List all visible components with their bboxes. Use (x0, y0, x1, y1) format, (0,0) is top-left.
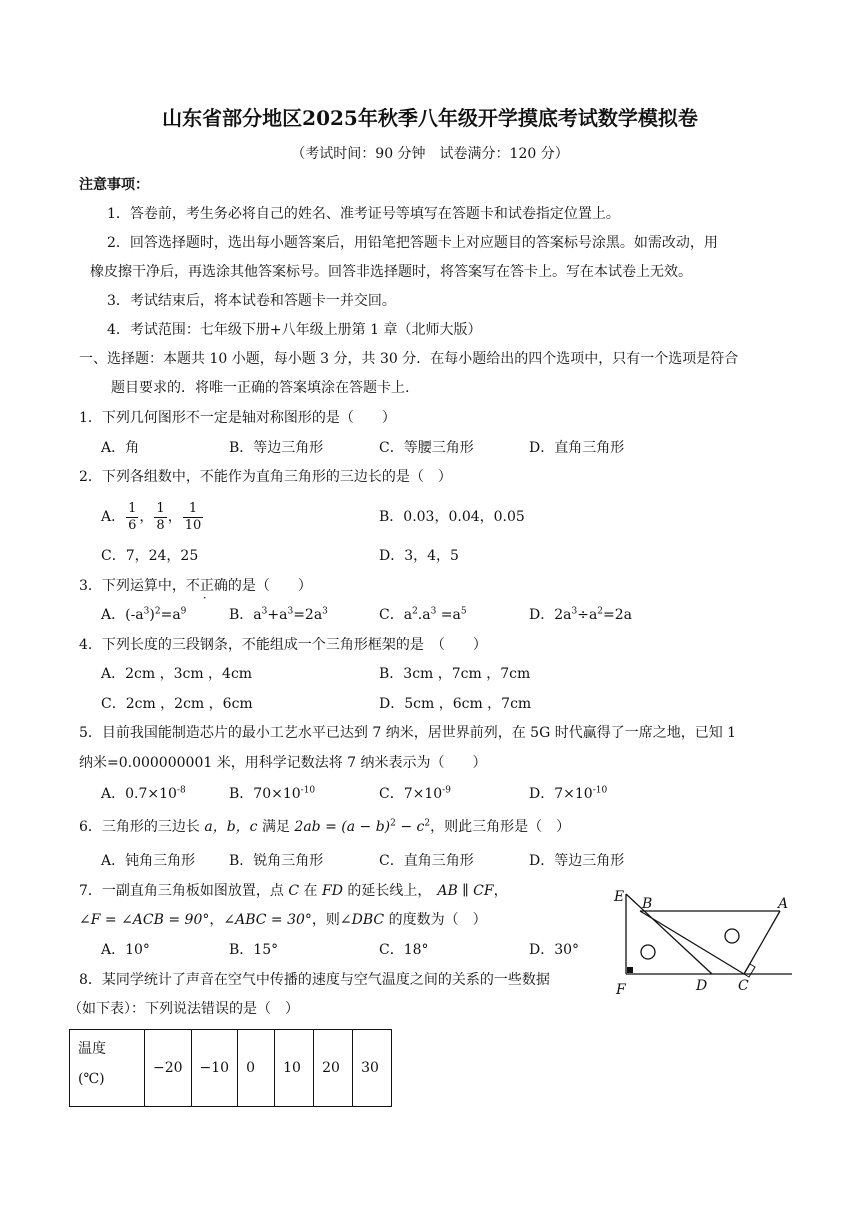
header-label: 温度 (78, 1041, 106, 1057)
q5-option-c (379, 784, 451, 804)
q1-option-a: A．角 (101, 440, 140, 456)
q2-option-a-label: A． (101, 509, 126, 525)
exponent: -10 (300, 785, 316, 796)
expr: .a (417, 607, 431, 623)
set-square-figure (604, 884, 800, 1004)
exam-subtitle: （考试时间：90 分钟 试卷满分：120 分） (291, 146, 569, 162)
angle-expr: ∠F = ∠ACB = 90° (79, 912, 210, 928)
expr: A．0.7×10 (101, 786, 177, 802)
page-title: 山东省部分地区2025年秋季八年级开学摸底考试数学模拟卷 (162, 106, 698, 130)
table-cell: 0 (238, 1030, 275, 1107)
section-1-heading-cont: 题目要求的．将唯一正确的答案填涂在答题卡上. (111, 380, 410, 396)
stem-text: 6．三角形的三边长 (79, 819, 205, 835)
variables: a，b，c (204, 819, 258, 835)
exponent: 3 (430, 606, 437, 617)
expr: ÷a (577, 607, 598, 623)
expr: C．a (379, 607, 413, 623)
table-cell: 10 (275, 1030, 314, 1107)
notice-item-3: 3．考试结束后，将本试卷和答题卡一并交回。 (107, 293, 396, 309)
exponent: 3 (322, 606, 328, 617)
q1-option-d: D．直角三角形 (529, 440, 625, 456)
question-4-stem: 4．下列长度的三段钢条，不能组成一个三角形框架的是 （ ） (79, 637, 487, 653)
fraction-denominator: 6 (128, 517, 137, 533)
exponent: 3 (143, 606, 150, 617)
expr: ) (149, 607, 155, 623)
exponent: -8 (176, 785, 186, 796)
label-a: A (778, 896, 789, 912)
q6-option-c: C．直角三角形 (379, 853, 474, 869)
exponent: 2 (154, 606, 161, 617)
point-label: C (288, 883, 300, 899)
q1-option-c: C．等腰三角形 (379, 440, 474, 456)
stem-text: 7．一副直角三角板如图放置，点 (79, 883, 289, 899)
separator: ， (167, 509, 182, 525)
header-unit: (℃) (78, 1071, 105, 1087)
stem-text: 满足 (257, 819, 295, 835)
stem-text: 的是（ ） (227, 578, 312, 594)
q3-option-c (379, 605, 467, 625)
fraction-denominator: 10 (184, 517, 202, 533)
expr: C．7×10 (379, 786, 443, 802)
exponent: 2 (597, 606, 604, 617)
notice-heading: 注意事项： (79, 177, 149, 193)
exponent: -10 (592, 785, 608, 796)
q7-option-b: B．15° (229, 942, 279, 958)
segment-ed (626, 894, 712, 974)
question-3-stem (79, 576, 312, 596)
label-d: D (696, 978, 708, 994)
segment-label: FD (321, 883, 343, 899)
fraction (183, 501, 204, 534)
angle-expr: ∠DBC (339, 912, 385, 928)
notice-item-2: 2．回答选择题时，选出每小题答案后，用铅笔把答题卡上对应题目的答案标号涂黑。如需改动，用 (107, 235, 718, 251)
stem-text: 的度数为（ ） (384, 912, 487, 928)
stem-text: 3．下列运算中， (79, 578, 186, 594)
q7-option-a: A．10° (101, 942, 150, 958)
stem-text: ， (209, 912, 224, 928)
q5-option-d (529, 784, 607, 804)
q2-option-a (101, 497, 204, 537)
expr: B．70×10 (229, 786, 301, 802)
exponent: 9 (180, 606, 187, 617)
expr: D．2a (529, 607, 572, 623)
label-f: F (616, 982, 626, 998)
q6-option-a: A．钝角三角形 (101, 853, 196, 869)
exponent: 3 (261, 606, 268, 617)
angle-expr: ∠ABC = 30° (223, 912, 312, 928)
expr: B．a (229, 607, 262, 623)
expr: =2a (293, 607, 323, 623)
question-5-stem-cont: 纳米=0.000000001 米，用科学记数法将 7 纳米表示为（ ） (79, 755, 487, 771)
set-square-hole (641, 945, 655, 959)
label-e: E (614, 889, 625, 905)
q2-option-b: B．0.03，0.04，0.05 (379, 509, 525, 525)
stem-text: ， (493, 883, 508, 899)
table-cell: −10 (191, 1030, 238, 1107)
table-row (70, 1030, 392, 1107)
q3-option-a (101, 605, 186, 625)
stem-text: 的延长线上， (342, 883, 432, 899)
exponent: 3 (287, 606, 294, 617)
table-cell: 20 (314, 1030, 353, 1107)
exponent: 3 (571, 606, 578, 617)
q4-option-b: B．3cm ，7cm ，7cm (379, 666, 531, 682)
temperature-table (69, 1029, 392, 1107)
question-6-stem (79, 817, 570, 837)
expr: D．7×10 (529, 786, 593, 802)
stem-text: ，则 (311, 912, 340, 928)
question-7-stem (79, 881, 508, 901)
q4-option-c: C．2cm ，2cm ，6cm (101, 696, 253, 712)
fraction-numerator: 1 (183, 501, 204, 518)
q7-option-c: C．18° (379, 942, 429, 958)
q3-option-b (229, 605, 328, 625)
exponent: 2 (390, 818, 396, 829)
exponent: 2 (424, 818, 431, 829)
question-7-stem-cont (79, 910, 487, 930)
notice-item-1: 1．答卷前，考生务必将自己的姓名、准考证号等填写在答题卡和试卷指定位置上。 (107, 206, 620, 222)
expr: +a (267, 607, 288, 623)
section-1-heading: 一、选择题：本题共 10 小题，每小题 3 分，共 30 分．在每小题给出的四个选项中，只有一个选项是符合 (79, 351, 739, 367)
emphasized-text: 不正确 (185, 578, 228, 594)
set-square-hole (725, 929, 739, 943)
exponent: 5 (460, 606, 467, 617)
fraction-numerator: 1 (128, 500, 137, 516)
question-8-stem: 8．某同学统计了声音在空气中传播的速度与空气温度之间的关系的一些数据 (79, 972, 550, 988)
q4-option-a: A．2cm ，3cm ，4cm (101, 666, 253, 682)
q1-option-b: B．等边三角形 (229, 440, 324, 456)
q3-option-d (529, 605, 632, 625)
parallel-expr: AB ∥ CF (437, 883, 494, 899)
fraction-numerator: 1 (156, 500, 165, 516)
expr: A．(-a (101, 607, 144, 623)
table-header-cell (70, 1030, 145, 1107)
expr: =a (160, 607, 181, 623)
fraction-denominator: 8 (156, 517, 165, 533)
right-angle-marker (627, 967, 633, 973)
exponent: 2 (412, 606, 418, 617)
q6-option-b: B．锐角三角形 (229, 853, 324, 869)
label-c: C (738, 978, 749, 994)
expr: =2a (603, 607, 633, 623)
exponent: -9 (442, 785, 451, 796)
separator: ， (139, 509, 154, 525)
question-5-stem: 5．目前我国能制造芯片的最小工艺水平已达到 7 纳米，居世界前列，在 5G 时代赢得了一席之地，已知 1 (79, 725, 737, 741)
table-cell: −20 (145, 1030, 192, 1107)
q7-option-d: D．30° (529, 942, 580, 958)
q5-option-b (229, 784, 315, 804)
question-8-stem-cont: （如下表）：下列说法错误的是（ ） (68, 1001, 299, 1017)
notice-item-2-cont: 橡皮擦干净后，再选涂其他答案标号。回答非选择题时，将答案写在答卡上。写在本试卷上无效。 (90, 264, 692, 280)
q2-option-c: C．7，24，25 (101, 548, 199, 564)
stem-text: 在 (299, 883, 322, 899)
table-cell: 30 (353, 1030, 392, 1107)
question-2-stem: 2．下列各组数中，不能作为直角三角形的三边长的是（ ） (79, 469, 452, 485)
expr: =a (436, 607, 461, 623)
formula: − c (395, 819, 425, 835)
q6-option-d: D．等边三角形 (529, 853, 625, 869)
right-angle-marker (744, 964, 755, 977)
q2-option-d: D．3，4，5 (379, 548, 459, 564)
fraction (154, 501, 166, 534)
stem-text: ，则此三角形是（ ） (430, 819, 571, 835)
formula: 2ab = (a − b) (294, 819, 391, 835)
notice-item-4: 4．考试范围：七年级下册+八年级上册第 1 章（北师大版） (107, 322, 482, 338)
fraction (126, 501, 138, 534)
q5-option-a (101, 784, 186, 804)
label-b: B (642, 896, 653, 912)
q4-option-d: D．5cm ，6cm ，7cm (379, 696, 532, 712)
question-1-stem: 1．下列几何图形不一定是轴对称图形的是（ ） (79, 410, 396, 426)
